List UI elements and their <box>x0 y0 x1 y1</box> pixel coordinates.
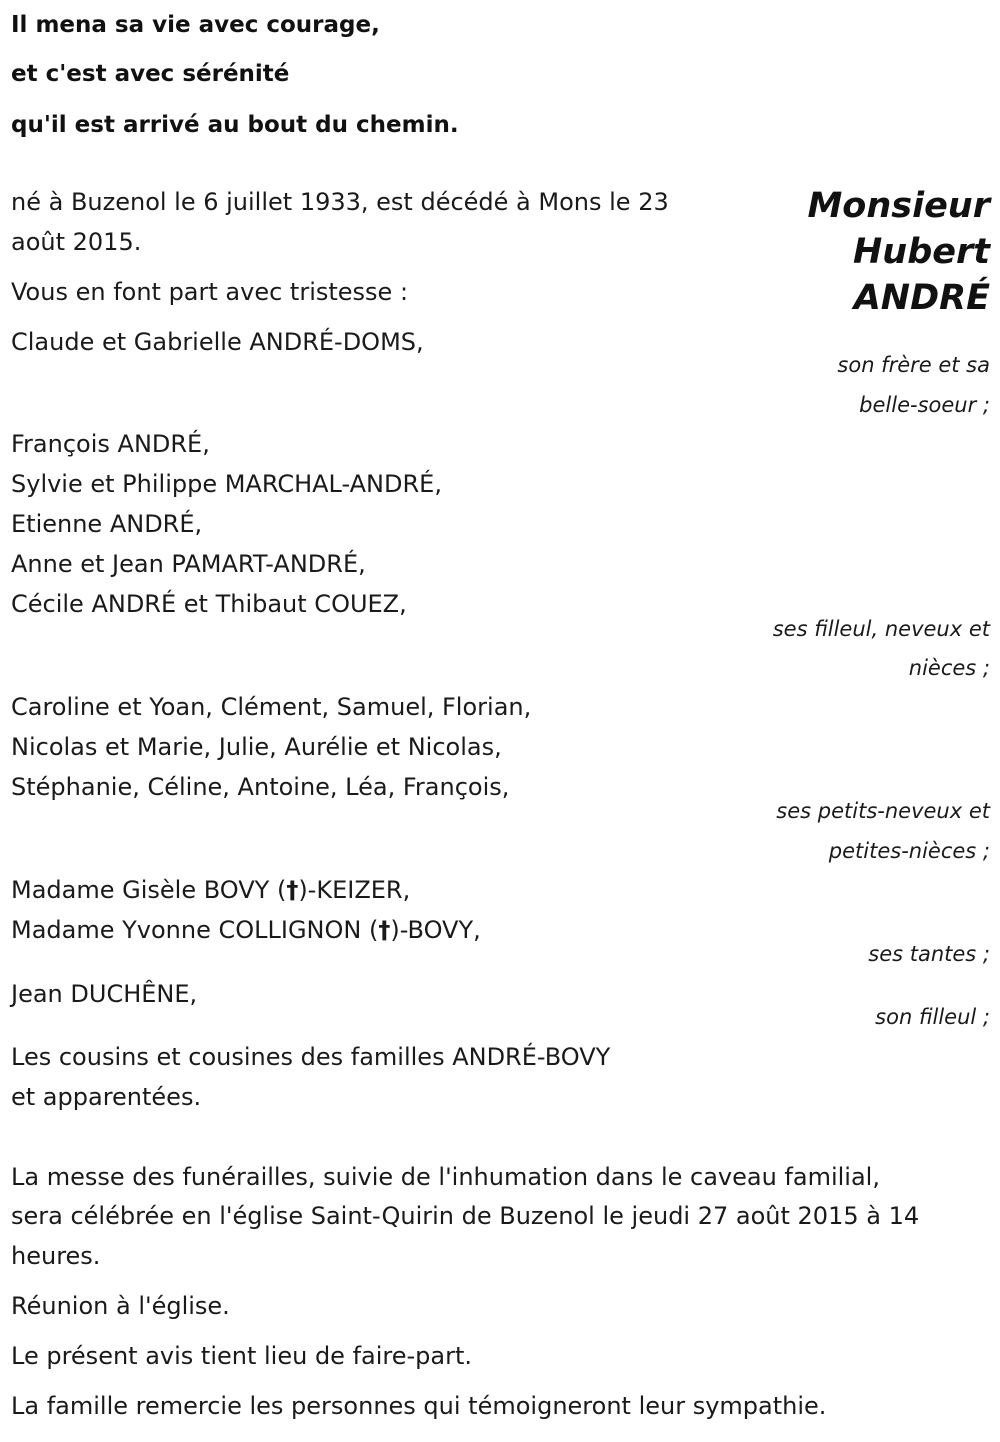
birth-line-2: août 2015. <box>11 228 142 256</box>
funeral-line-3: heures. <box>11 1242 101 1270</box>
deceased-last-name: ANDRÉ <box>853 278 990 318</box>
relation-label: son filleul ; <box>875 1005 990 1029</box>
relation-label: ses tantes ; <box>868 942 990 966</box>
deceased-title: Monsieur <box>807 186 990 226</box>
motto-line-1: Il mena sa vie avec courage, <box>11 12 380 38</box>
reunion-line: Réunion à l'église. <box>11 1292 230 1320</box>
cross-icon: † <box>286 876 299 904</box>
announce-line: Vous en font part avec tristesse : <box>11 278 409 306</box>
motto-line-3: qu'il est arrivé au bout du chemin. <box>11 112 459 138</box>
deceased-first-name: Hubert <box>853 232 990 272</box>
family-line: Anne et Jean PAMART-ANDRÉ, <box>11 550 366 578</box>
deceased-name <box>807 183 990 321</box>
motto-line-2: et c'est avec sérénité <box>11 61 290 87</box>
relation-label: petites-nièces ; <box>828 839 990 863</box>
relation-label: ses petits-neveux et <box>776 799 990 823</box>
cross-icon: † <box>378 916 391 944</box>
family-line: François ANDRÉ, <box>11 430 210 458</box>
family-line: Claude et Gabrielle ANDRÉ-DOMS, <box>11 328 424 356</box>
family-line: Les cousins et cousines des familles ANDRÉ-BOVY <box>11 1043 611 1071</box>
family-line: Caroline et Yoan, Clément, Samuel, Florian, <box>11 693 532 721</box>
thanks-line: La famille remercie les personnes qui témoigneront leur sympathie. <box>11 1392 827 1420</box>
family-line: Sylvie et Philippe MARCHAL-ANDRÉ, <box>11 470 442 498</box>
family-line: Madame Yvonne COLLIGNON (†)-BOVY, <box>11 916 481 944</box>
funeral-line-2: sera célébrée en l'église Saint-Quirin de Buzenol le jeudi 27 août 2015 à 14 <box>11 1202 920 1230</box>
funeral-line-1: La messe des funérailles, suivie de l'inhumation dans le caveau familial, <box>11 1163 880 1191</box>
family-line: et apparentées. <box>11 1083 202 1111</box>
family-line: Nicolas et Marie, Julie, Aurélie et Nicolas, <box>11 733 502 761</box>
birth-line-1: né à Buzenol le 6 juillet 1933, est décédé à Mons le 23 <box>11 188 669 216</box>
relation-label: belle-soeur ; <box>859 393 990 417</box>
relation-label: son frère et sa <box>837 353 990 377</box>
notice-line: Le présent avis tient lieu de faire-part. <box>11 1342 473 1370</box>
family-line: Etienne ANDRÉ, <box>11 510 203 538</box>
family-line: Madame Gisèle BOVY (†)-KEIZER, <box>11 876 411 904</box>
relation-label: ses filleul, neveux et <box>772 617 990 641</box>
family-line: Cécile ANDRÉ et Thibaut COUEZ, <box>11 590 407 618</box>
family-line: Stéphanie, Céline, Antoine, Léa, François, <box>11 773 510 801</box>
relation-label: nièces ; <box>908 656 990 680</box>
family-line: Jean DUCHÊNE, <box>11 980 198 1008</box>
